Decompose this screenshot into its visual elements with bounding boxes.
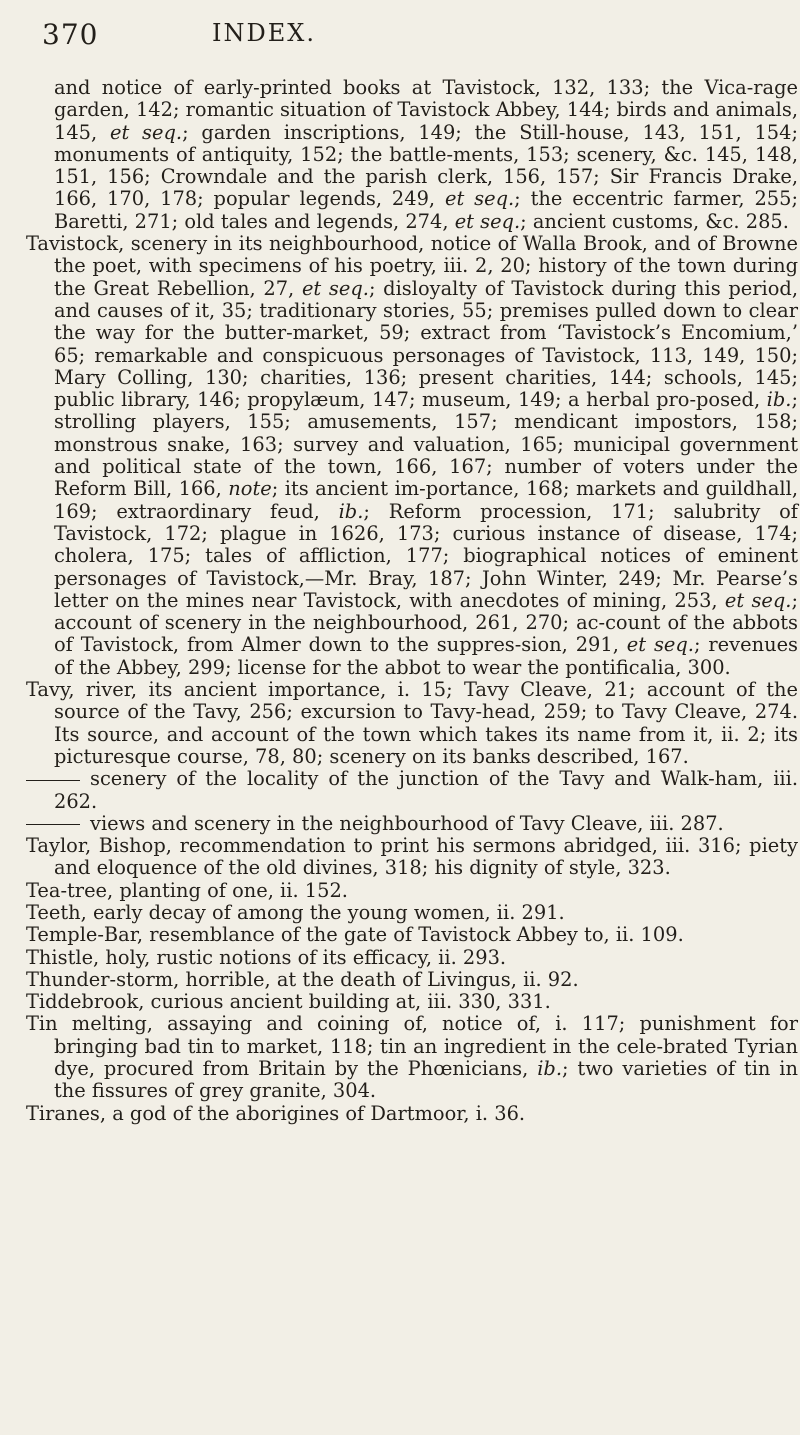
index-entry bbox=[26, 969, 798, 991]
index-entry bbox=[26, 880, 798, 902]
repeat-dash bbox=[26, 780, 80, 781]
index-entry bbox=[26, 1013, 798, 1102]
italic-text: et seq. bbox=[301, 276, 369, 300]
italic-text: et seq. bbox=[724, 588, 792, 612]
entry-text: Temple-Bar, resemblance of the gate of Tavistock Abbey to, ii. 109. bbox=[26, 923, 684, 947]
index-subentry bbox=[26, 768, 798, 813]
entry-text: ; ancient customs, &c. 285. bbox=[520, 209, 789, 233]
entry-text: Teeth, early decay of among the young women, ii. 291. bbox=[26, 900, 565, 924]
entry-text: Tavistock, scenery in its neighbourhood, notice of Walla Brook, and of Browne the poet, with specimens of his poetry, iii. 2, 20; history of the town during the Great Rebellion, 27, bbox=[26, 232, 798, 300]
entry-text: views and scenery in the neighbourhood of Tavy Cleave, iii. 287. bbox=[90, 811, 724, 835]
entry-text: Thistle, holy, rustic notions of its efficacy, ii. 293. bbox=[26, 945, 507, 969]
italic-text: et seq. bbox=[445, 187, 515, 211]
running-head: INDEX. bbox=[212, 19, 316, 47]
entry-text: ; two varieties of tin in the fissures of grey granite, 304. bbox=[54, 1057, 798, 1103]
entry-text: ; revenues of the Abbey, 299; license for the abbot to wear the pontificalia, 300. bbox=[54, 633, 798, 679]
page-header bbox=[42, 18, 800, 52]
entry-text: Tavy, river, its ancient importance, i. 15; Tavy Cleave, 21; account of the source of the Tavy, 256; excursion to Tavy-head, 259; to Tavy Cleave, 274. Its source, and account of the town which takes its name from it, ii. 2; its picturesque course, 78, 80; scenery on its banks described, 167. bbox=[26, 678, 798, 768]
index-body bbox=[26, 77, 798, 1125]
index-entry bbox=[26, 947, 798, 969]
entry-text: ; the eccentric farmer, 255; Baretti, 271; old tales and legends, 274, bbox=[54, 187, 799, 233]
entry-text: Thunder-storm, horrible, at the death of Livingus, ii. 92. bbox=[26, 967, 579, 991]
italic-text: ib. bbox=[338, 499, 364, 523]
entry-text: Tin melting, assaying and coining of, notice of, i. 117; punishment for bringing bad tin to market, 118; tin an ingredient in the cele-brated Tyrian dye, procured from Britain by the Phœnicians, bbox=[26, 1012, 798, 1081]
italic-text: et seq. bbox=[109, 120, 183, 144]
entry-text: and notice of early-printed books at Tavistock, 132, 133; the Vica-rage garden, 142; romantic situation of Tavistock Abbey, 144; birds and animals, 145, bbox=[54, 76, 798, 144]
italic-text: ib. bbox=[537, 1057, 562, 1081]
entry-text: ; strolling players, 155; amusements, 157; mendicant impostors, 158; monstrous snake, 163; survey and valuation, 165; municipal government and political state of the town, 166, 167; number of voters under the Reform Bill, 166, bbox=[54, 388, 798, 501]
italic-text: note bbox=[228, 477, 272, 501]
index-entry bbox=[26, 924, 798, 946]
index-entry-continuation bbox=[26, 77, 798, 233]
index-entry bbox=[26, 991, 798, 1013]
index-entry bbox=[26, 233, 798, 679]
italic-text: ib. bbox=[766, 388, 792, 412]
index-entry bbox=[26, 835, 798, 880]
index-subentry bbox=[26, 813, 798, 835]
entry-text: Taylor, Bishop, recommendation to print his sermons abridged, iii. 316; piety and eloquence of the old divines, 318; his dignity of style, 323. bbox=[26, 834, 798, 880]
repeat-dash bbox=[26, 824, 80, 825]
entry-text: ; Reform procession, 171; salubrity of Tavistock, 172; plague in 1626, 173; curious instance of disease, 174; cholera, 175; tales of affliction, 177; biographical notices of eminent personages of Tavistock,—Mr. Bray, 187; John Winter, 249; Mr. Pearse’s letter on the mines near Tavistock, with anecdotes of mining, 253, bbox=[54, 499, 798, 612]
entry-text: ; disloyalty of Tavistock during this period, and causes of it, 35; traditionary stories, 55; premises pulled down to clear the way for the butter-market, 59; extract from ‘Tavistock’s Encomium,’ 65; remarkable and conspicuous personages of Tavistock, 113, 149, 150; Mary Colling, 130; charities, 136; present charities, 144; schools, 145; public library, 146; propylæum, 147; museum, 149; a herbal pro-posed, bbox=[54, 276, 799, 412]
entry-text: ; garden inscriptions, 149; the Still-house, 143, 151, 154; monuments of antiquity, 152; the battle-ments, 153; scenery, &c. 145, 148, 151, 156; Crowndale and the parish clerk, 156, 157; Sir Francis Drake, 166, 170, 178; popular legends, 249, bbox=[54, 120, 798, 211]
entry-text: ; its ancient im-portance, 168; markets and guildhall, 169; extraordinary feud, bbox=[54, 477, 798, 523]
entry-text: scenery of the locality of the junction of the Tavy and Walk-ham, iii. 262. bbox=[54, 767, 798, 813]
entry-text: Tiddebrook, curious ancient building at, iii. 330, 331. bbox=[26, 990, 551, 1014]
italic-text: et seq. bbox=[454, 209, 521, 233]
index-entry bbox=[26, 679, 798, 768]
page-number: 370 bbox=[42, 18, 99, 51]
index-entry bbox=[26, 902, 798, 924]
entry-text: Tea-tree, planting of one, ii. 152. bbox=[26, 878, 348, 902]
index-entry bbox=[26, 1103, 798, 1125]
italic-text: et seq. bbox=[626, 633, 694, 657]
entry-text: Tiranes, a god of the aborigines of Dartmoor, i. 36. bbox=[26, 1101, 526, 1125]
entry-text: ; account of scenery in the neighbourhood, 261, 270; ac-count of the abbots of Tavistock, from Almer down to the suppres-sion, 291, bbox=[54, 588, 798, 657]
